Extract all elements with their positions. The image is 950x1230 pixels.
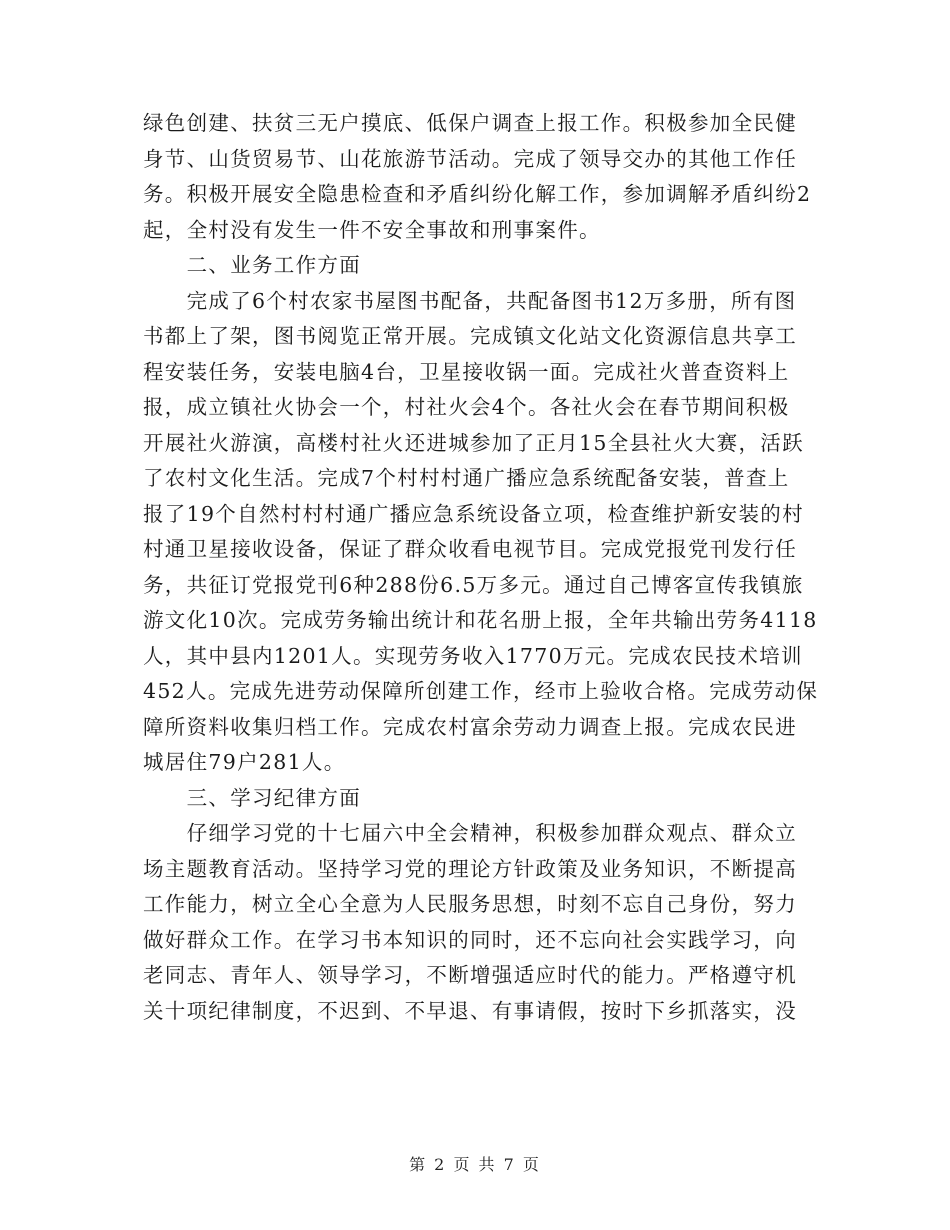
section-heading-3: 三、学习纪律方面 (143, 785, 361, 810)
text-line: 工作能力，树立全心全意为人民服务思想，时刻不忘自己身份，努力 (143, 892, 797, 916)
text-line: 报，成立镇社火协会一个，村社火会4个。各社火会在春节期间积极 (143, 395, 790, 419)
text-line: 报了19个自然村村村通广播应急系统设备立项，检查维护新安装的村 (143, 501, 804, 526)
text-line: 务，共征订党报党刊6种288份6.5万多元。通过自己博客宣传我镇旅 (143, 572, 804, 597)
text-line: 仔细学习党的十七届六中全会精神，积极参加群众观点、群众立 (143, 821, 797, 845)
text-line: 务。积极开展安全隐患检查和矛盾纠纷化解工作，参加调解矛盾纠纷2 (143, 182, 812, 206)
page-number-footer: 第 2 页 共 7 页 (409, 1155, 541, 1174)
text-line: 老同志、青年人、领导学习，不断增强适应时代的能力。严格遵守机 (143, 963, 797, 987)
text-line: 程安装任务，安装电脑4台，卫星接收锅一面。完成社火普查资料上 (143, 359, 790, 384)
text-line: 452人。完成先进劳动保障所创建工作，经市上验收合格。完成劳动保 (143, 679, 819, 703)
text-line: 关十项纪律制度，不迟到、不早退、有事请假，按时下乡抓落实，没 (143, 998, 797, 1023)
text-line: 障所资料收集归档工作。完成农村富余劳动力调查上报。完成农民进 (143, 714, 797, 739)
text-line: 场主题教育活动。坚持学习党的理论方针政策及业务知识，不断提高 (143, 856, 797, 881)
text-line: 开展社火游演，高楼村社火还进城参加了正月15全县社火大赛，活跃 (143, 430, 804, 455)
text-line: 绿色创建、扶贫三无户摸底、低保户调查上报工作。积极参加全民健 (143, 111, 797, 135)
text-line: 了农村文化生活。完成7个村村村通广播应急系统配备安装，普查上 (143, 466, 790, 490)
text-line: 做好群众工作。在学习书本知识的同时，还不忘向社会实践学习，向 (143, 927, 797, 952)
text-line: 村通卫星接收设备，保证了群众收看电视节目。完成党报党刊发行任 (143, 537, 797, 561)
text-line: 完成了6个村农家书屋图书配备，共配备图书12万多册，所有图 (143, 288, 797, 313)
body-text (143, 106, 819, 1029)
text-line: 书都上了架，图书阅览正常开展。完成镇文化站文化资源信息共享工 (143, 324, 797, 348)
section-heading-2: 二、业务工作方面 (143, 253, 361, 277)
text-line: 游文化10次。完成劳务输出统计和花名册上报，全年共输出劳务4118 (143, 608, 818, 632)
text-line: 身节、山货贸易节、山花旅游节活动。完成了领导交办的其他工作任 (143, 146, 797, 171)
text-line: 人，其中县内1201人。实现劳务收入1770万元。完成农民技术培训 (143, 643, 803, 668)
text-line: 城居住79户281人。 (143, 750, 346, 774)
text-line: 起，全村没有发生一件不安全事故和刑事案件。 (143, 217, 601, 242)
